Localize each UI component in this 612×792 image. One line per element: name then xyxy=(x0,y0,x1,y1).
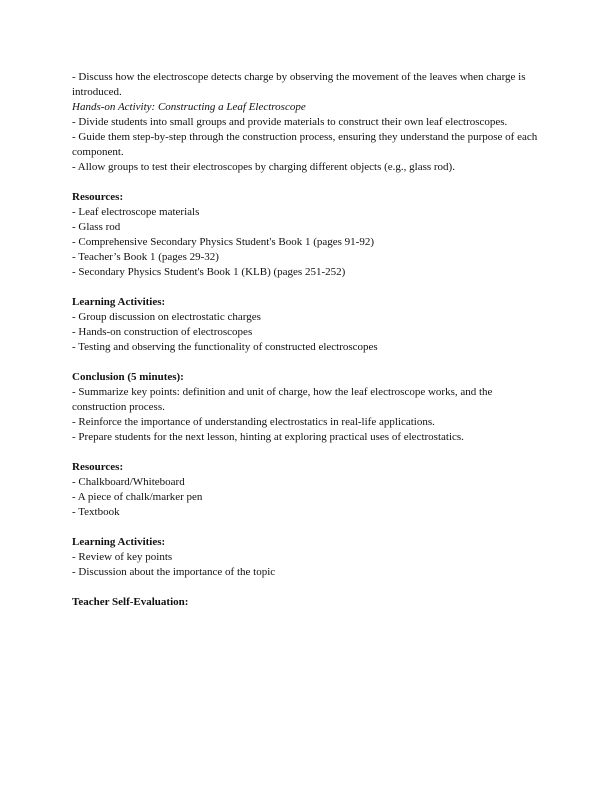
list-item: - Guide them step-by-step through the construction process, ensuring they understand the purpose of each component. xyxy=(72,131,538,158)
activity-title: Hands-on Activity: Constructing a Leaf Electroscope xyxy=(72,101,306,113)
list-item: - Hands-on construction of electroscopes xyxy=(72,326,253,338)
list-item: - Prepare students for the next lesson, hinting at exploring practical uses of electrostatics. xyxy=(72,431,464,443)
list-item: - Group discussion on electrostatic charges xyxy=(72,311,261,323)
list-item: - Testing and observing the functionality of constructed electroscopes xyxy=(72,341,378,353)
document-page xyxy=(72,70,542,610)
list-item: - Comprehensive Secondary Physics Student's Book 1 (pages 91-92) xyxy=(72,236,374,248)
conclusion-heading: Conclusion (5 minutes): xyxy=(72,371,184,383)
resources-heading: Resources: xyxy=(72,461,124,473)
learning-activities-heading: Learning Activities: xyxy=(72,296,166,308)
list-item: - Secondary Physics Student's Book 1 (KLB) (pages 251-252) xyxy=(72,266,346,278)
resources-heading: Resources: xyxy=(72,191,124,203)
list-item: - Reinforce the importance of understanding electrostatics in real-life applications. xyxy=(72,416,435,428)
self-evaluation-heading: Teacher Self-Evaluation: xyxy=(72,596,189,608)
intro-bullet: - Discuss how the electroscope detects charge by observing the movement of the leaves when charge is introduced. xyxy=(72,71,526,98)
learning-activities-heading: Learning Activities: xyxy=(72,536,166,548)
list-item: - Review of key points xyxy=(72,551,173,563)
list-item: - Teacher’s Book 1 (pages 29-32) xyxy=(72,251,219,263)
list-item: - A piece of chalk/marker pen xyxy=(72,491,203,503)
list-item: - Divide students into small groups and provide materials to construct their own leaf electroscopes. xyxy=(72,116,508,128)
list-item: - Chalkboard/Whiteboard xyxy=(72,476,185,488)
list-item: - Summarize key points: definition and unit of charge, how the leaf electroscope works, and the construction process. xyxy=(72,386,493,413)
list-item: - Glass rod xyxy=(72,221,121,233)
list-item: - Textbook xyxy=(72,506,120,518)
list-item: - Allow groups to test their electroscopes by charging different objects (e.g., glass rod). xyxy=(72,161,455,173)
list-item: - Leaf electroscope materials xyxy=(72,206,200,218)
list-item: - Discussion about the importance of the topic xyxy=(72,566,276,578)
